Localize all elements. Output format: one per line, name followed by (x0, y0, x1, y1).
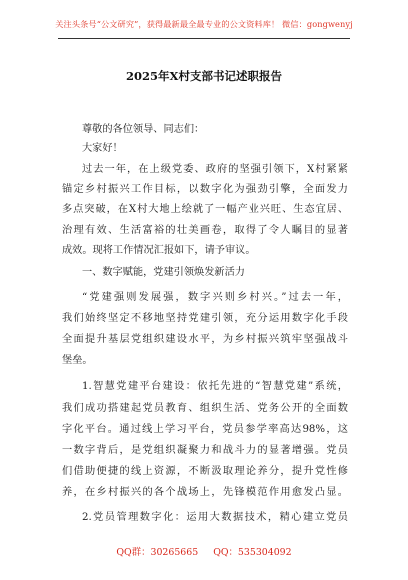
paragraph-line: 一数字背后，是党组织凝聚力和战斗力的显著增强。党员 (62, 445, 348, 456)
header-banner: 关注头条号“公文研究”，获得最新最全最专业的公文资料库！ 微信：gongwenyj (55, 19, 353, 29)
paragraph-line: 堡垒。 (62, 355, 93, 366)
paragraph-line: 全面提升基层党组织建设水平，为乡村振兴筑牢坚强战斗 (62, 334, 348, 345)
footer-contact (0, 544, 408, 558)
paragraph-line: 养，在乡村振兴的各个战场上，先锋模范作用愈发凸显。 (62, 487, 348, 498)
salutation-line: 尊敬的各位领导、同志们： (82, 124, 205, 135)
section-heading: 一、数字赋能，党建引领焕发新活力 (82, 267, 245, 278)
paragraph-line: 我们成功搭建起党员教育、组织生活、党务公开的全面数 (62, 403, 348, 414)
paragraph-line: 我们始终坚定不移地坚持党建引领，充分运用数字化手段 (62, 313, 348, 324)
qq-group-number: QQ群：30265665 (116, 547, 199, 558)
paragraph-line: 过去一年，在上级党委、政府的坚强引领下，X村紧紧 (82, 164, 348, 175)
paragraph-line: 治理有效、生活富裕的壮美画卷，取得了令人瞩目的显著 (62, 225, 348, 236)
paragraph-line: 锚定乡村振兴工作目标，以数字化为强劲引擎，全面发力 (62, 184, 348, 195)
paragraph-line: 多点突破，在X村大地上绘就了一幅产业兴旺、生态宜居、 (62, 204, 348, 215)
greeting-line: 大家好！ (82, 143, 123, 154)
paragraph-line: 成效。现将工作情况汇报如下，请予审议。 (62, 245, 256, 256)
paragraph-line: 字化平台。通过线上学习平台，党员参学率高达98%，这 (62, 424, 348, 435)
paragraph-line: “党建强则发展强，数字兴则乡村兴。”过去一年， (82, 292, 348, 303)
header-divider (58, 38, 350, 39)
document-title: 2025年X村支部书记述职报告 (126, 69, 282, 83)
paragraph-line: 1.智慧党建平台建设：依托先进的“智慧党建”系统， (82, 381, 348, 392)
paragraph-line: 2.党员管理数字化：运用大数据技术，精心建立党员 (82, 512, 348, 523)
paragraph-line: 们借助便捷的线上资源，不断汲取理论养分，提升党性修 (62, 466, 348, 477)
qq-number: QQ：535304092 (213, 547, 292, 558)
